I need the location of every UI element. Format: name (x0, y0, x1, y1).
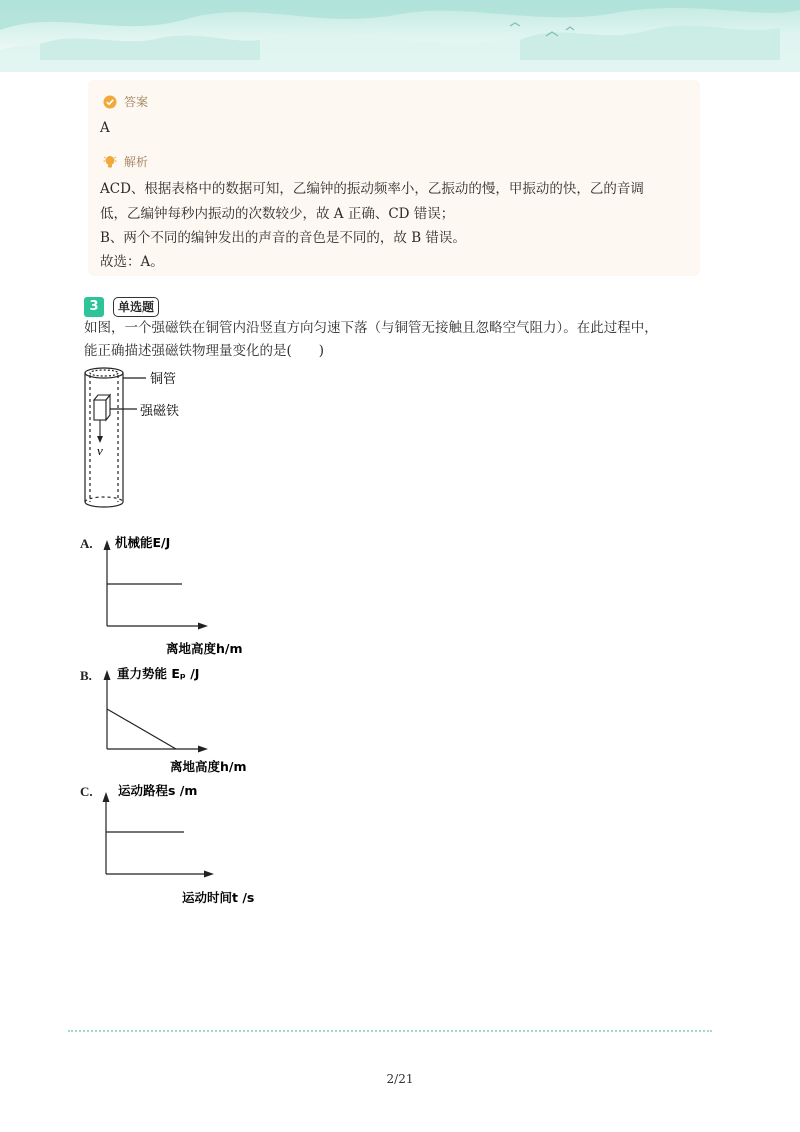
velocity-label: v (97, 443, 103, 458)
option-a-letter[interactable]: A. (80, 536, 93, 551)
velocity-arrowhead (97, 436, 103, 443)
question-line-1: 如图，一个强磁铁在铜管内沿竖直方向匀速下落（与铜管无接触且忽略空气阻力）。在此过程中， (84, 320, 658, 336)
option-a-graph (96, 532, 266, 658)
question-number: 3 (84, 297, 104, 317)
footer-divider (68, 1030, 712, 1032)
option-c-x-label: 运动时间t /s (182, 890, 255, 905)
pipe-magnet-figure (70, 364, 210, 520)
analysis-tag (103, 153, 148, 170)
option-b-y-arrow (104, 670, 111, 680)
option-c-graph (96, 780, 276, 908)
page-number: 2/21 (386, 1072, 414, 1086)
lightbulb-icon (103, 155, 117, 169)
answer-tag (103, 93, 148, 110)
copper-pipe (85, 368, 123, 507)
question-line-2: 能正确描述强磁铁物理量变化的是( ) (84, 343, 325, 359)
option-c-y-label: 运动路程s /m (118, 783, 198, 798)
option-b-letter[interactable]: B. (80, 668, 92, 683)
magnet-label: 强磁铁 (140, 404, 180, 419)
header-banner (0, 0, 800, 72)
option-c-letter[interactable]: C. (80, 784, 93, 799)
option-b-y-label: 重力势能 Eₚ /J (117, 666, 200, 681)
option-b-x-arrow (198, 746, 208, 753)
analysis-line-2: 低，乙编钟每秒内振动的次数较少，故 A 正确、CD 错误； (100, 206, 455, 222)
answer-value: A (100, 120, 110, 136)
analysis-label: 解析 (124, 155, 149, 169)
pipe-label: 铜管 (150, 372, 177, 387)
question-type-badge: 单选题 (113, 297, 159, 317)
analysis-line-1: ACD、根据表格中的数据可知，乙编钟的振动频率小，乙振动的慢，甲振动的快，乙的音调 (100, 181, 644, 197)
option-a-x-label: 离地高度h/m (166, 641, 243, 656)
option-a-y-label: 机械能E/J (115, 535, 171, 550)
option-a-x-arrow (198, 623, 208, 630)
option-a-y-arrow (104, 540, 111, 550)
magnet (94, 395, 110, 420)
analysis-line-3: B、两个不同的编钟发出的声音的音色是不同的，故 B 错误。 (100, 230, 466, 246)
option-b-graph (96, 660, 266, 778)
option-b-x-label: 离地高度h/m (170, 759, 247, 774)
analysis-line-4: 故选：A。 (100, 254, 164, 270)
option-b-curve (107, 709, 176, 749)
option-c-y-arrow (103, 792, 110, 802)
check-circle-icon (103, 95, 117, 109)
answer-label: 答案 (124, 95, 149, 109)
option-c-x-arrow (204, 871, 214, 878)
